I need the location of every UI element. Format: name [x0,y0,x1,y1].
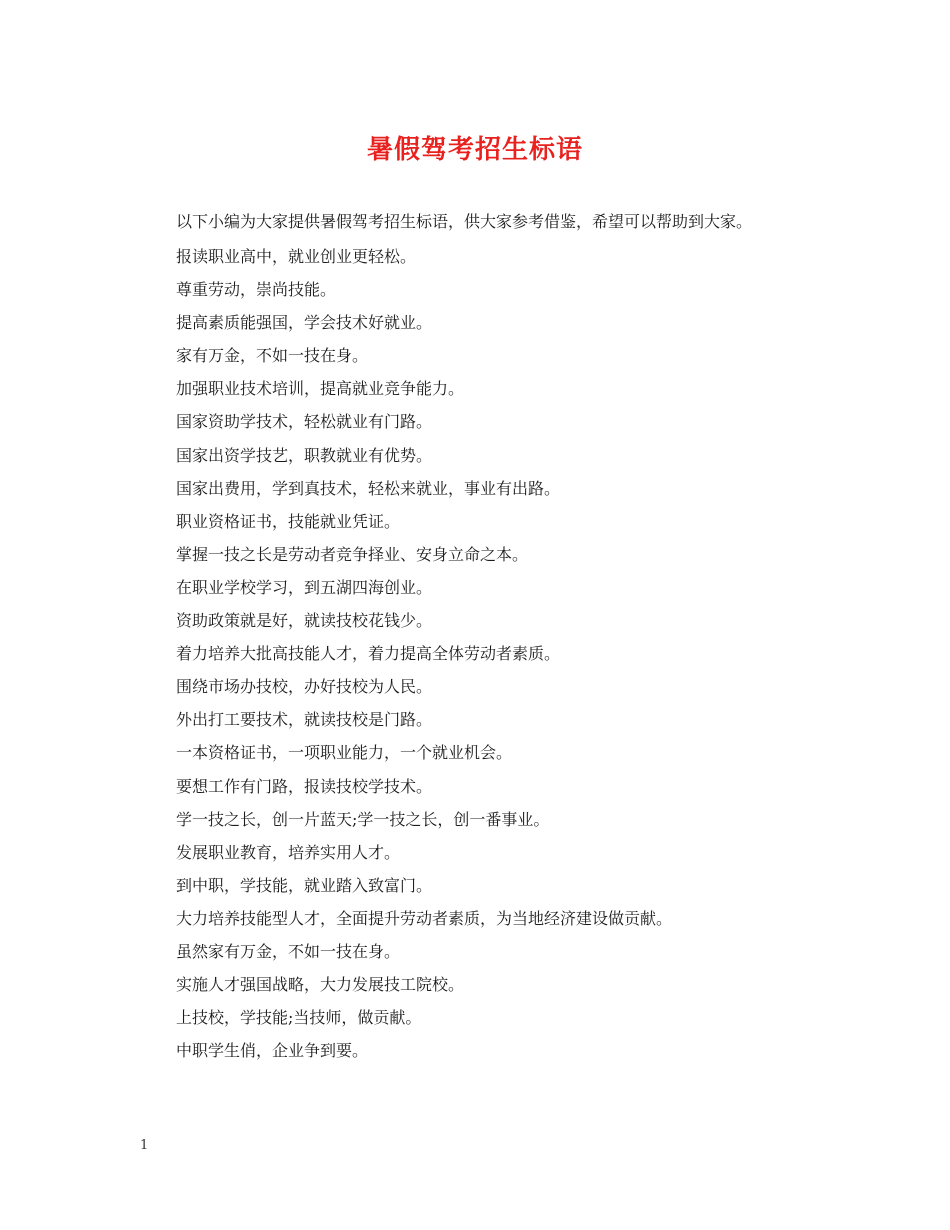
slogan-line: 要想工作有门路，报读技校学技术。 [176,776,433,796]
slogan-line: 一本资格证书，一项职业能力，一个就业机会。 [176,743,513,763]
page-number: 1 [140,1138,149,1153]
document-title: 暑假驾考招生标语 [366,135,583,165]
document-body [140,204,820,1067]
slogan-line: 家有万金，不如一技在身。 [176,346,369,366]
slogan-line: 掌握一技之长是劳动者竞争择业、安身立命之本。 [176,544,529,564]
slogan-line: 报读职业高中，就业创业更轻松。 [176,247,417,266]
intro-paragraph: 以下小编为大家提供暑假驾考招生标语，供大家参考借鉴，希望可以帮助到大家。 [176,212,753,231]
slogan-line: 学一技之长，创一片蓝天;学一技之长，创一番事业。 [176,809,550,829]
slogan-line: 国家出资学技艺，职教就业有优势。 [176,445,433,465]
slogan-line: 虽然家有万金，不如一技在身。 [176,941,401,961]
slogan-line: 资助政策就是好，就读技校花钱少。 [176,611,433,631]
slogan-line: 尊重劳动，崇尚技能。 [176,280,337,300]
slogan-line: 上技校，学技能;当技师，做贡献。 [176,1008,422,1028]
slogan-line: 着力培养大批高技能人才，着力提高全体劳动者素质。 [176,644,561,664]
slogan-line: 围绕市场办技校，办好技校为人民。 [176,677,433,697]
slogan-line: 中职学生俏，企业争到要。 [176,1041,369,1061]
slogan-line: 国家资助学技术，轻松就业有门路。 [176,412,433,432]
slogan-line: 国家出费用，学到真技术，轻松来就业，事业有出路。 [176,478,561,498]
slogan-line: 发展职业教育，培养实用人才。 [176,842,401,862]
slogan-line: 外出打工要技术，就读技校是门路。 [176,710,433,730]
slogan-line: 职业资格证书，技能就业凭证。 [176,511,401,531]
slogan-line: 提高素质能强国，学会技术好就业。 [176,313,433,333]
slogan-line: 到中职，学技能，就业踏入致富门。 [176,875,433,895]
slogan-line: 在职业学校学习，到五湖四海创业。 [176,577,433,597]
slogan-list [140,240,820,1067]
slogan-line: 大力培养技能型人才，全面提升劳动者素质，为当地经济建设做贡献。 [176,908,673,928]
slogan-line: 加强职业技术培训，提高就业竞争能力。 [176,379,465,399]
slogan-line: 实施人才强国战略，大力发展技工院校。 [176,975,465,995]
